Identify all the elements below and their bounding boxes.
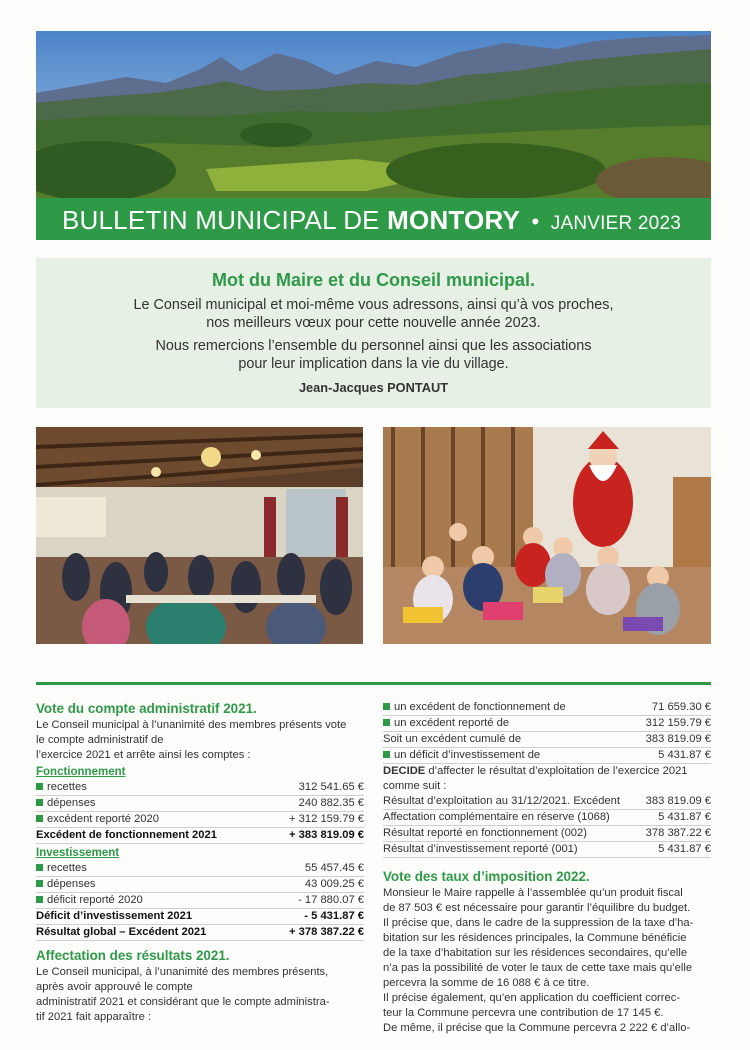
table-row [383, 810, 711, 826]
row-value: 43 009.25 € [304, 878, 364, 890]
row-label: un déficit d’investissement de [394, 749, 541, 761]
decide-line-1 [383, 764, 711, 779]
decide-rest: d’affecter le résultat d’exploitation de l’exercice 2021 [425, 765, 688, 777]
bullet-icon [383, 703, 390, 710]
taux-line: Monsieur le Maire rappelle à l’assemblée qu’un produit fiscal [383, 887, 683, 899]
row-value: 5 431.87 € [658, 811, 711, 823]
affectation-line-1: Le Conseil municipal, à l’unanimité des membres présents, [36, 966, 329, 978]
table-row [383, 700, 711, 716]
investissement-total-row [36, 909, 364, 925]
row-value: 378 387.22 € [645, 827, 711, 839]
row-value: 312 541.65 € [298, 781, 364, 793]
row-value: 383 819.09 € [645, 795, 711, 807]
table-row [36, 877, 364, 893]
table-row [383, 732, 711, 748]
bullet-icon [36, 864, 43, 871]
row-label: excédent reporté 2020 [47, 813, 159, 825]
row-value: 5 431.87 € [658, 749, 711, 761]
row-value: - 17 880.07 € [298, 894, 364, 906]
taux-heading: Vote des taux d’imposition 2022. [383, 869, 590, 884]
mayor-message-paragraph-2 [36, 338, 711, 373]
row-value: 240 882.35 € [298, 797, 364, 809]
left-column [36, 700, 364, 1025]
section-divider [36, 682, 711, 685]
investissement-heading: Investissement [36, 847, 120, 859]
table-row [36, 861, 364, 877]
mayor-signature: Jean-Jacques PONTAUT [298, 380, 449, 395]
decide-line-2: comme suit : [383, 780, 447, 792]
bulletin-date: JANVIER 2023 [550, 213, 681, 234]
affectation-line-4: tif 2021 fait apparaître : [36, 1011, 152, 1023]
mayor-p2-line-2: pour leur implication dans la vie du village. [238, 355, 509, 372]
bullet-icon [383, 751, 390, 758]
row-label: un excédent de fonctionnement de [394, 701, 566, 713]
mayor-message-paragraph-1 [36, 297, 711, 332]
row-label: Résultat d’investissement reporté (001) [383, 843, 578, 855]
table-row [383, 826, 711, 842]
landscape-photo [36, 31, 711, 198]
taux-line: Il précise que, dans le cadre de la suppression de la taxe d’ha- [383, 917, 694, 929]
row-value: + 378 387.22 € [289, 926, 364, 938]
row-label: recettes [47, 781, 87, 793]
title-town: MONTORY [387, 205, 521, 235]
vote-intro-line-3: l’exercice 2021 et arrête ainsi les comptes : [36, 749, 251, 761]
mayor-message-title: Mot du Maire et du Conseil municipal. [211, 270, 536, 290]
bullet-icon [36, 815, 43, 822]
mayor-p1-line-1: Le Conseil municipal et moi-même vous adressons, ainsi qu’à vos proches, [133, 297, 614, 313]
bullet-icon [36, 799, 43, 806]
taux-line: de la taxe d’habitation sur les résidences secondaires, qu’elle [383, 947, 688, 959]
bulletin-title-banner [36, 198, 711, 240]
row-label: dépenses [47, 878, 96, 890]
right-column [383, 700, 711, 1036]
row-label: Résultat d’exploitation au 31/12/2021. Excédent [383, 795, 620, 807]
fonctionnement-total-row [36, 828, 364, 844]
table-row [36, 812, 364, 828]
santa-children-photo [383, 427, 711, 644]
row-label: Affectation complémentaire en réserve (1068) [383, 811, 610, 823]
row-label: un excédent reporté de [394, 717, 510, 729]
table-row [383, 716, 711, 732]
bullet-icon [36, 880, 43, 887]
taux-line: percevra la somme de 16 088 € à ce titre. [383, 977, 590, 989]
row-label: Résultat global – Excédent 2021 [36, 926, 207, 938]
table-row [383, 794, 711, 810]
bullet-icon [36, 783, 43, 790]
taux-line: n’a pas la possibilité de voter le taux de cette taxe mais qu’elle [383, 962, 693, 974]
table-row [36, 893, 364, 909]
taux-line: bitation sur les résidences principales, la Commune bénéficie [383, 932, 687, 944]
row-value: 5 431.87 € [658, 843, 711, 855]
vote-intro-line-1: Le Conseil municipal à l’unanimité des membres présents vote [36, 719, 347, 731]
row-value: 71 659.30 € [651, 701, 711, 713]
row-label: dépenses [47, 797, 96, 809]
taux-line: De même, il précise que la Commune percevra 2 222 € d’allo- [383, 1022, 691, 1034]
affectation-line-3: administratif 2021 et considérant que le compte administra- [36, 996, 330, 1008]
vote-compte-heading: Vote du compte administratif 2021. [36, 701, 257, 716]
row-value: + 383 819.09 € [289, 829, 364, 841]
global-result-row [36, 925, 364, 941]
taux-line: de 87 503 € est nécessaire pour garantir l’équilibre du budget. [383, 902, 691, 914]
row-value: 55 457.45 € [304, 862, 364, 874]
taux-line: teur la Commune percevra une contribution de 17 145 €. [383, 1007, 664, 1019]
row-label: Résultat reporté en fonctionnement (002) [383, 827, 587, 839]
table-row [36, 796, 364, 812]
row-value: - 5 431.87 € [304, 910, 364, 922]
decide-word: DECIDE [383, 765, 426, 777]
mayor-message-box [36, 258, 711, 408]
fonctionnement-heading: Fonctionnement [36, 766, 126, 778]
table-row [383, 748, 711, 764]
vote-intro-line-2: le compte administratif de [36, 734, 164, 746]
row-label: Déficit d’investissement 2021 [36, 910, 193, 922]
table-row [36, 780, 364, 796]
row-label: recettes [47, 862, 87, 874]
mayor-p2-line-1: Nous remercions l’ensemble du personnel ainsi que les associations [155, 338, 592, 354]
row-value: + 312 159.79 € [289, 813, 364, 825]
title-prefix: BULLETIN MUNICIPAL DE [62, 205, 380, 235]
row-label: Soit un excédent cumulé de [383, 733, 522, 745]
mayor-p1-line-2: nos meilleurs vœux pour cette nouvelle année 2023. [206, 314, 541, 331]
banquet-photo [36, 427, 363, 644]
affectation-heading: Affectation des résultats 2021. [36, 948, 230, 963]
row-value: 383 819.09 € [645, 733, 711, 745]
table-row [383, 842, 711, 858]
bullet-icon [383, 719, 390, 726]
row-value: 312 159.79 € [645, 717, 711, 729]
title-separator: • [531, 209, 540, 234]
row-label: Excédent de fonctionnement 2021 [36, 829, 217, 841]
affectation-line-2: après avoir approuvé le compte [36, 981, 193, 993]
taux-line: Il précise également, qu’en application du coefficient correc- [383, 992, 681, 1004]
bullet-icon [36, 896, 43, 903]
row-label: déficit reporté 2020 [47, 894, 143, 906]
